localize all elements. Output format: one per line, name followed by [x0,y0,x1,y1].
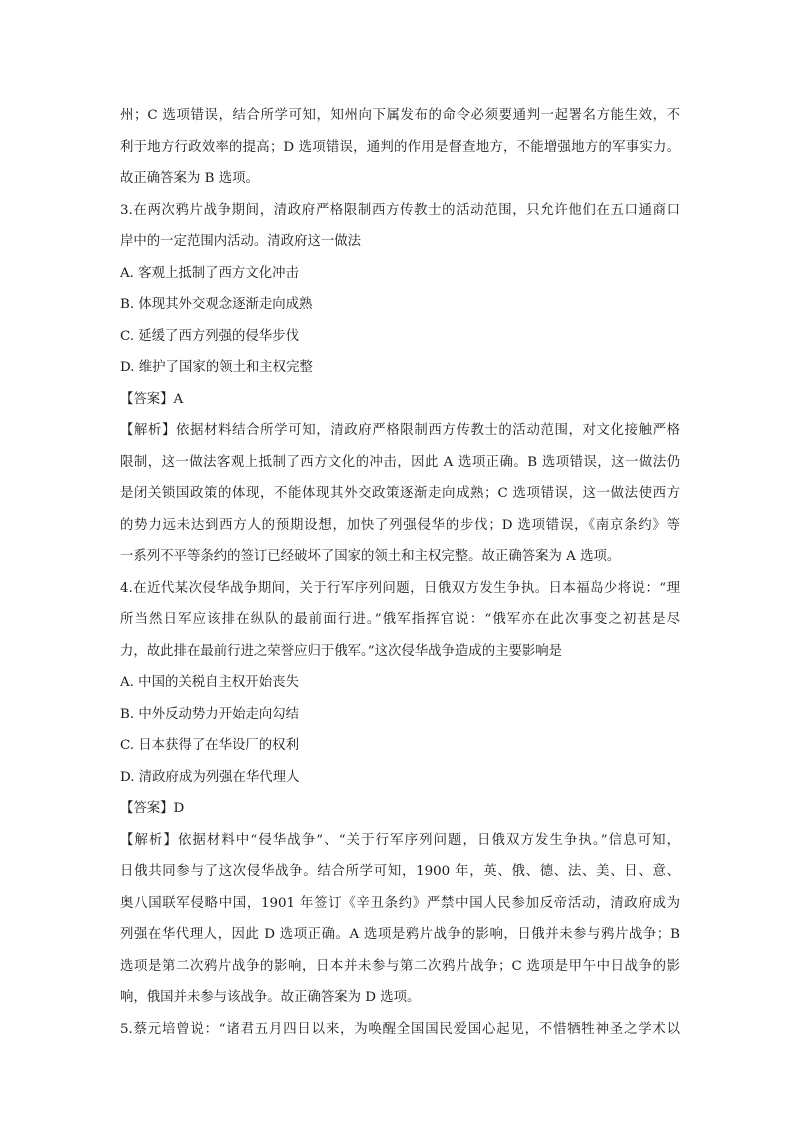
text-line: 4.在近代某次侵华战争期间，关于行军序列问题，日俄双方发生争执。日本福岛少将说：“理 [120,580,680,596]
text-line: 所当然日军应该排在纵队的最前面行进。”俄军指挥官说：“俄军亦在此次事变之初甚是尽 [120,612,680,627]
text-line: B. 体现其外交观念逐渐走向成熟 [120,297,313,312]
text-line: D. 维护了国家的领土和主权完整 [120,360,313,375]
text-line: 响，俄国并未参与该战争。故正确答案为 D 选项。 [120,990,421,1005]
text-line: B. 中外反动势力开始走向勾结 [120,706,300,722]
text-line: 【解析】依据材料中“侵华战争”、“关于行军序列问题，日俄双方发生争执。”信息可知， [120,832,680,848]
text-line: 利于地方行政效率的提高；D 选项错误，通判的作用是督查地方，不能增强地方的军事实力。 [120,139,680,155]
text-line: 【解析】依据材料结合所学可知，清政府严格限制西方传教士的活动范围，对文化接触严格 [120,423,680,438]
text-line: 是闭关锁国政策的体现，不能体现其外交政策逐渐走向成熟；C 选项错误，这一做法使西方 [120,486,680,501]
text-line: C. 延缓了西方列强的侵华步伐 [120,328,299,344]
text-line: 的势力远未达到西方人的预期设想，加快了列强侵华的步伐；D 选项错误，《南京条约》等 [120,517,680,533]
text-line: 5.蔡元培曾说：“诸君五月四日以来，为唤醒全国国民爱国心起见，不惜牺牲神圣之学术以 [120,1021,680,1037]
text-line: 选项是第二次鸦片战争的影响，日本并未参与第二次鸦片战争；C 选项是甲午中日战争的影 [120,958,680,974]
text-line: A. 中国的关税自主权开始丧失 [120,675,299,690]
text-line: 列强在华代理人，因此 D 选项正确。A 选项是鸦片战争的影响，日俄并未参与鸦片战争；B [120,927,680,942]
text-line: 力，故此排在最前行进之荣誉应归于俄军。”这次侵华战争造成的主要影响是 [120,643,563,659]
text-line: 日俄共同参与了这次侵华战争。结合所学可知，1900 年，英、俄、德、法、美、日、意、 [120,864,680,879]
text-line: 一系列不平等条约的签订已经破坏了国家的领土和主权完整。故正确答案为 A 选项。 [120,549,621,564]
text-line: 【答案】A [120,391,184,407]
document-body [120,100,680,1045]
text-line: 【答案】D [120,801,185,816]
text-line: 限制，这一做法客观上抵制了西方文化的冲击，因此 A 选项正确。B 选项错误，这一做法仍 [120,454,680,470]
text-line: 州；C 选项错误，结合所学可知，知州向下属发布的命令必须要通判一起署名方能生效，不 [120,108,680,123]
text-line: C. 日本获得了在华设厂的权利 [120,738,299,753]
text-line: A. 客观上抵制了西方文化冲击 [120,265,299,281]
text-line: 奥八国联军侵略中国，1901 年签订《辛丑条约》严禁中国人民参加反帝活动，清政府成为 [120,895,680,911]
text-line: D. 清政府成为列强在华代理人 [120,769,300,785]
text-line: 岸中的一定范围内活动。清政府这一做法 [120,234,362,249]
text-line: 故正确答案为 B 选项。 [120,171,259,186]
text-line: 3.在两次鸦片战争期间，清政府严格限制西方传教士的活动范围，只允许他们在五口通商口 [120,202,680,218]
